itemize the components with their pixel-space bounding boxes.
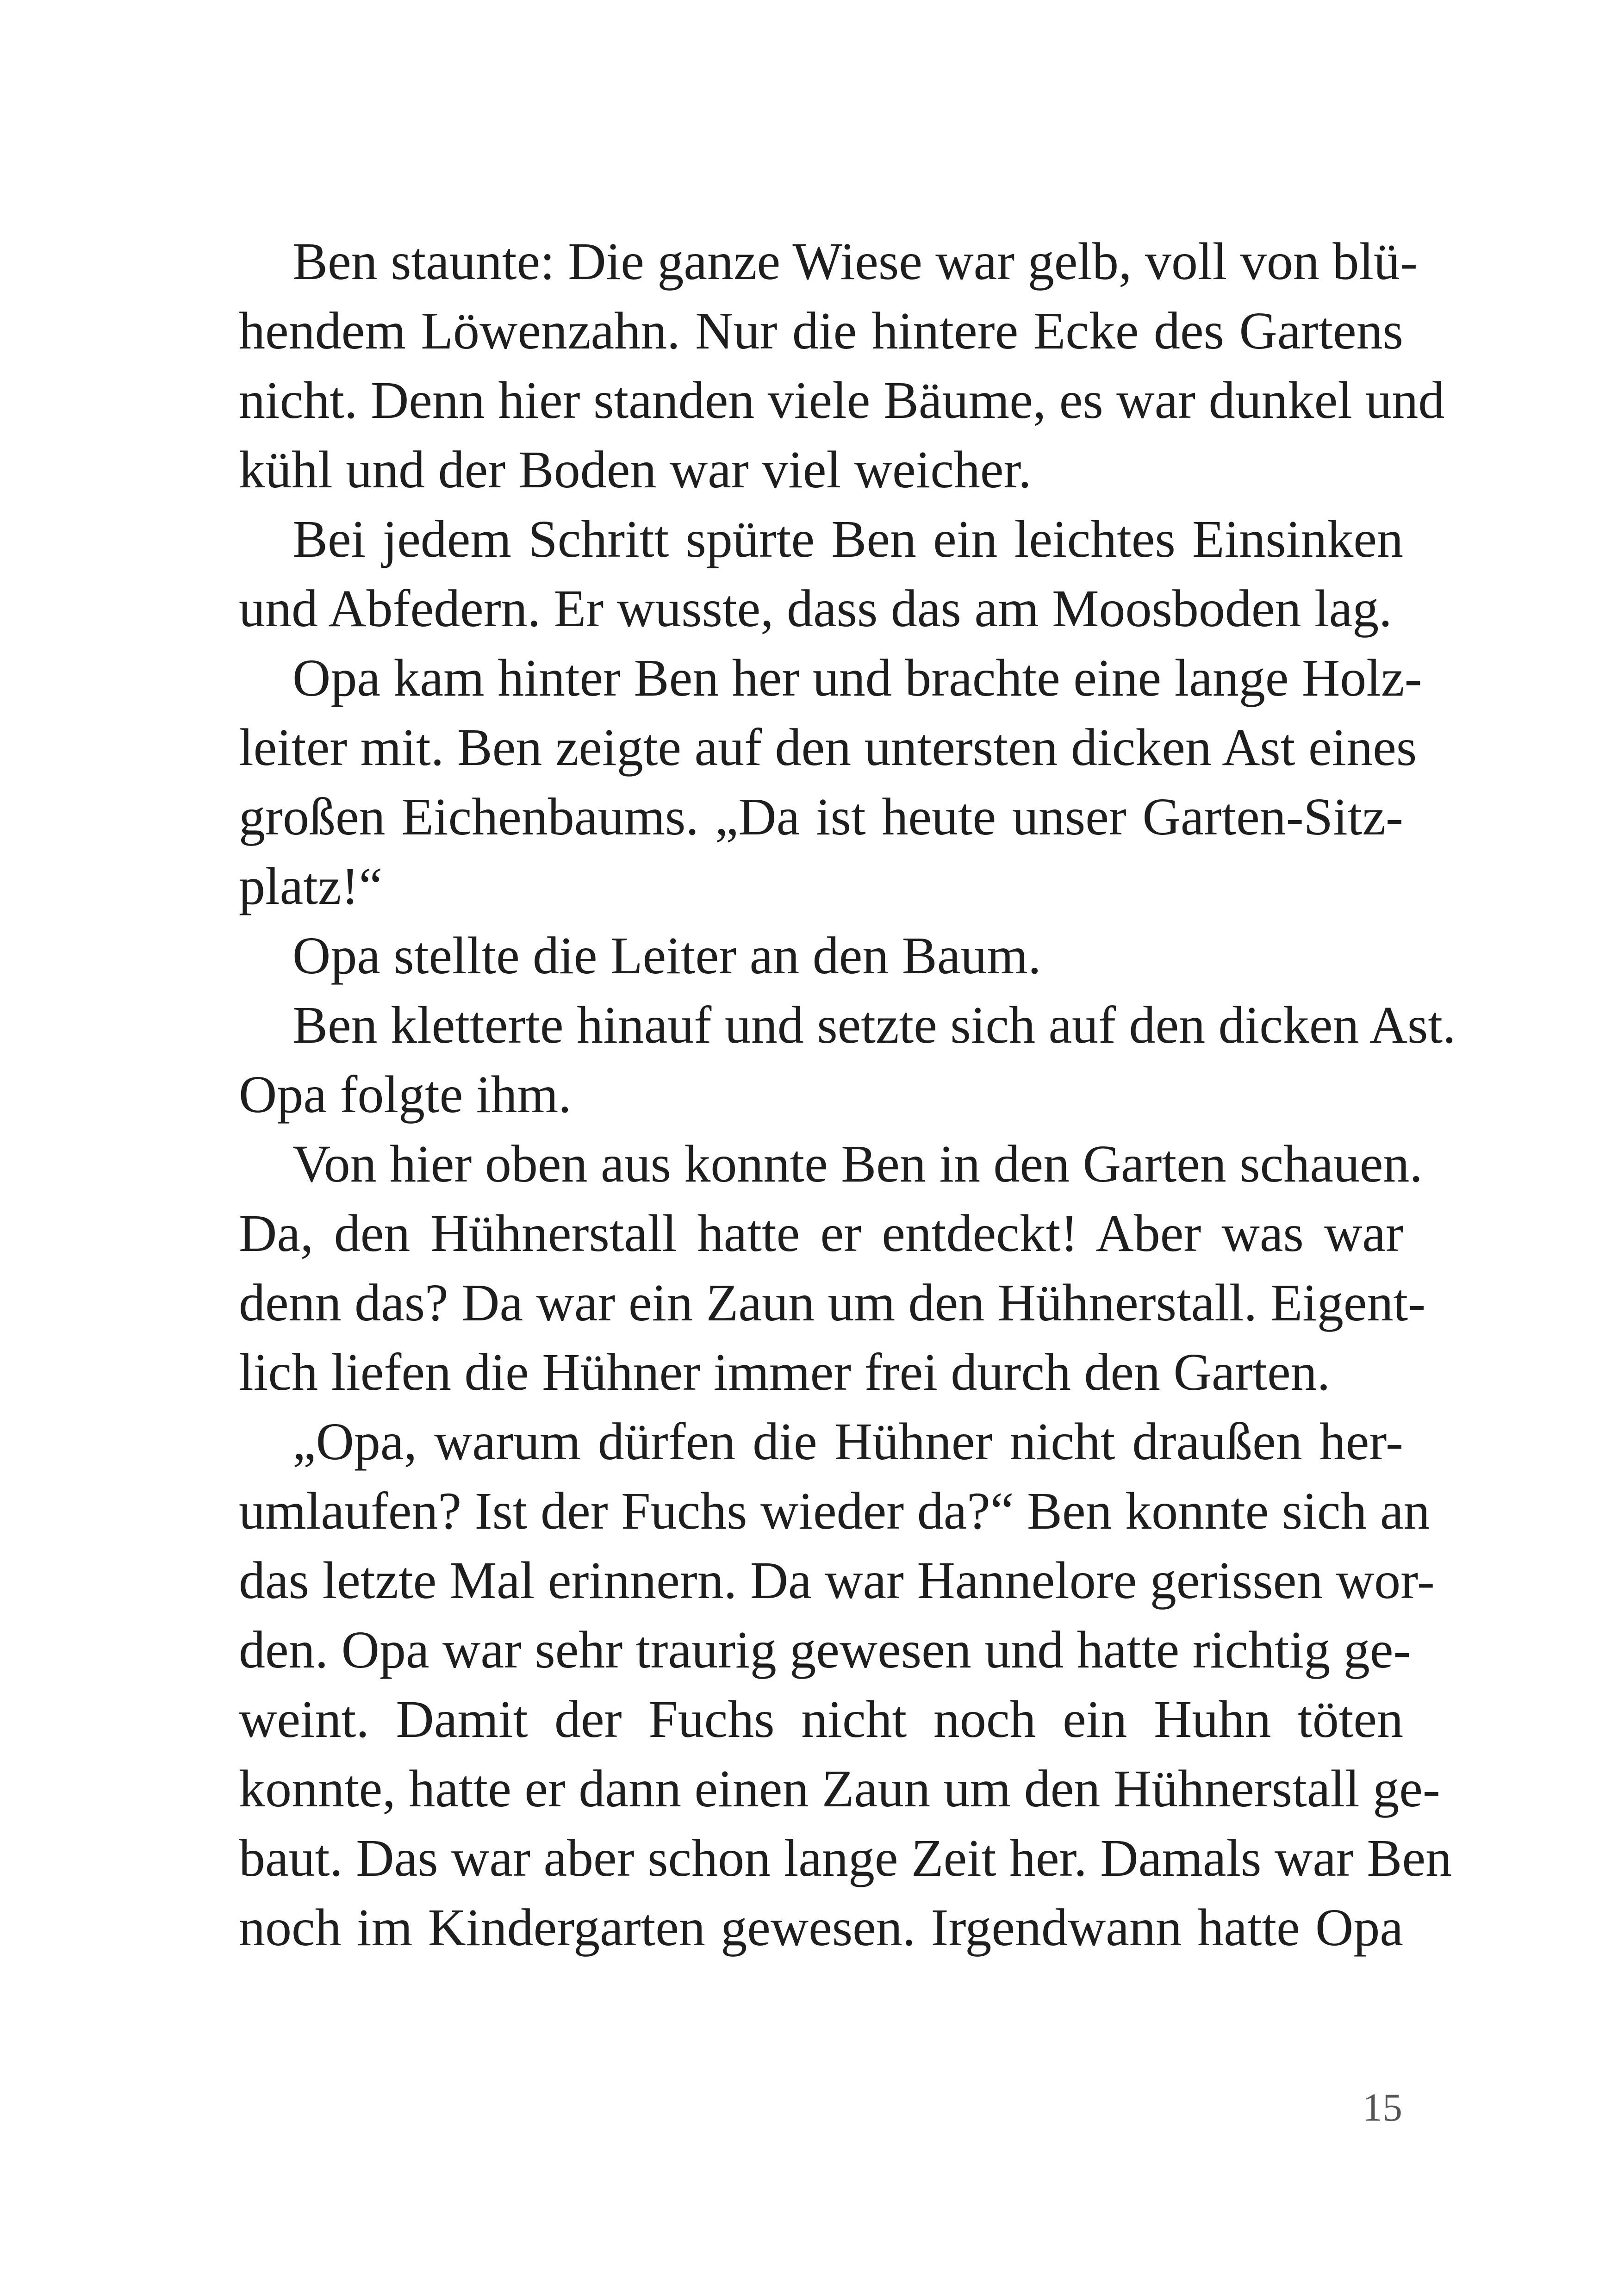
text-line: den. Opa war sehr traurig gewesen und hatte richtig ge-: [239, 1620, 1411, 1679]
text-line: Opa stellte die Leiter an den Baum.: [292, 926, 1041, 985]
text-line: Von hier oben aus konnte Ben in den Garten schauen.: [292, 1134, 1423, 1193]
text-line: Bei jedem Schritt spürte Ben ein leichtes Einsinken: [292, 510, 1403, 568]
text-line: „Opa, warum dürfen die Hühner nicht draußen her-: [292, 1412, 1403, 1471]
text-line: baut. Das war aber schon lange Zeit her. Damals war Ben: [239, 1829, 1452, 1887]
text-line: nicht. Denn hier standen viele Bäume, es war dunkel und: [239, 371, 1445, 429]
text-line: denn das? Da war ein Zaun um den Hühnerstall. Eigent-: [239, 1273, 1426, 1332]
text-line: hendem Löwenzahn. Nur die hintere Ecke des Gartens: [239, 301, 1403, 360]
text-line: Da, den Hühnerstall hatte er entdeckt! Aber was war: [239, 1204, 1403, 1263]
text-line: platz!“: [239, 857, 383, 915]
text-line: Ben kletterte hinauf und setzte sich auf den dicken Ast.: [292, 996, 1456, 1054]
text-line: konnte, hatte er dann einen Zaun um den Hühnerstall ge-: [239, 1759, 1440, 1818]
text-line: leiter mit. Ben zeigte auf den untersten dicken Ast eines: [239, 718, 1417, 777]
text-line: lich liefen die Hühner immer frei durch den Garten.: [239, 1343, 1331, 1401]
text-line: weint. Damit der Fuchs nicht noch ein Huhn töten: [239, 1690, 1403, 1748]
text-line: Ben staunte: Die ganze Wiese war gelb, voll von blü-: [292, 232, 1418, 291]
text-line: noch im Kindergarten gewesen. Irgendwann hatte Opa: [239, 1898, 1403, 1957]
text-line: das letzte Mal erinnern. Da war Hannelore gerissen wor-: [239, 1551, 1435, 1610]
page-number: 15: [1363, 2085, 1402, 2129]
text-line: kühl und der Boden war viel weicher.: [239, 440, 1032, 499]
text-line: großen Eichenbaums. „Da ist heute unser Garten-Sitz-: [239, 787, 1403, 846]
text-line: Opa folgte ihm.: [239, 1065, 572, 1124]
text-line: umlaufen? Ist der Fuchs wieder da?“ Ben konnte sich an: [239, 1481, 1430, 1540]
text-line: und Abfedern. Er wusste, dass das am Moosboden lag.: [239, 579, 1392, 638]
text-line: Opa kam hinter Ben her und brachte eine lange Holz-: [292, 648, 1422, 707]
